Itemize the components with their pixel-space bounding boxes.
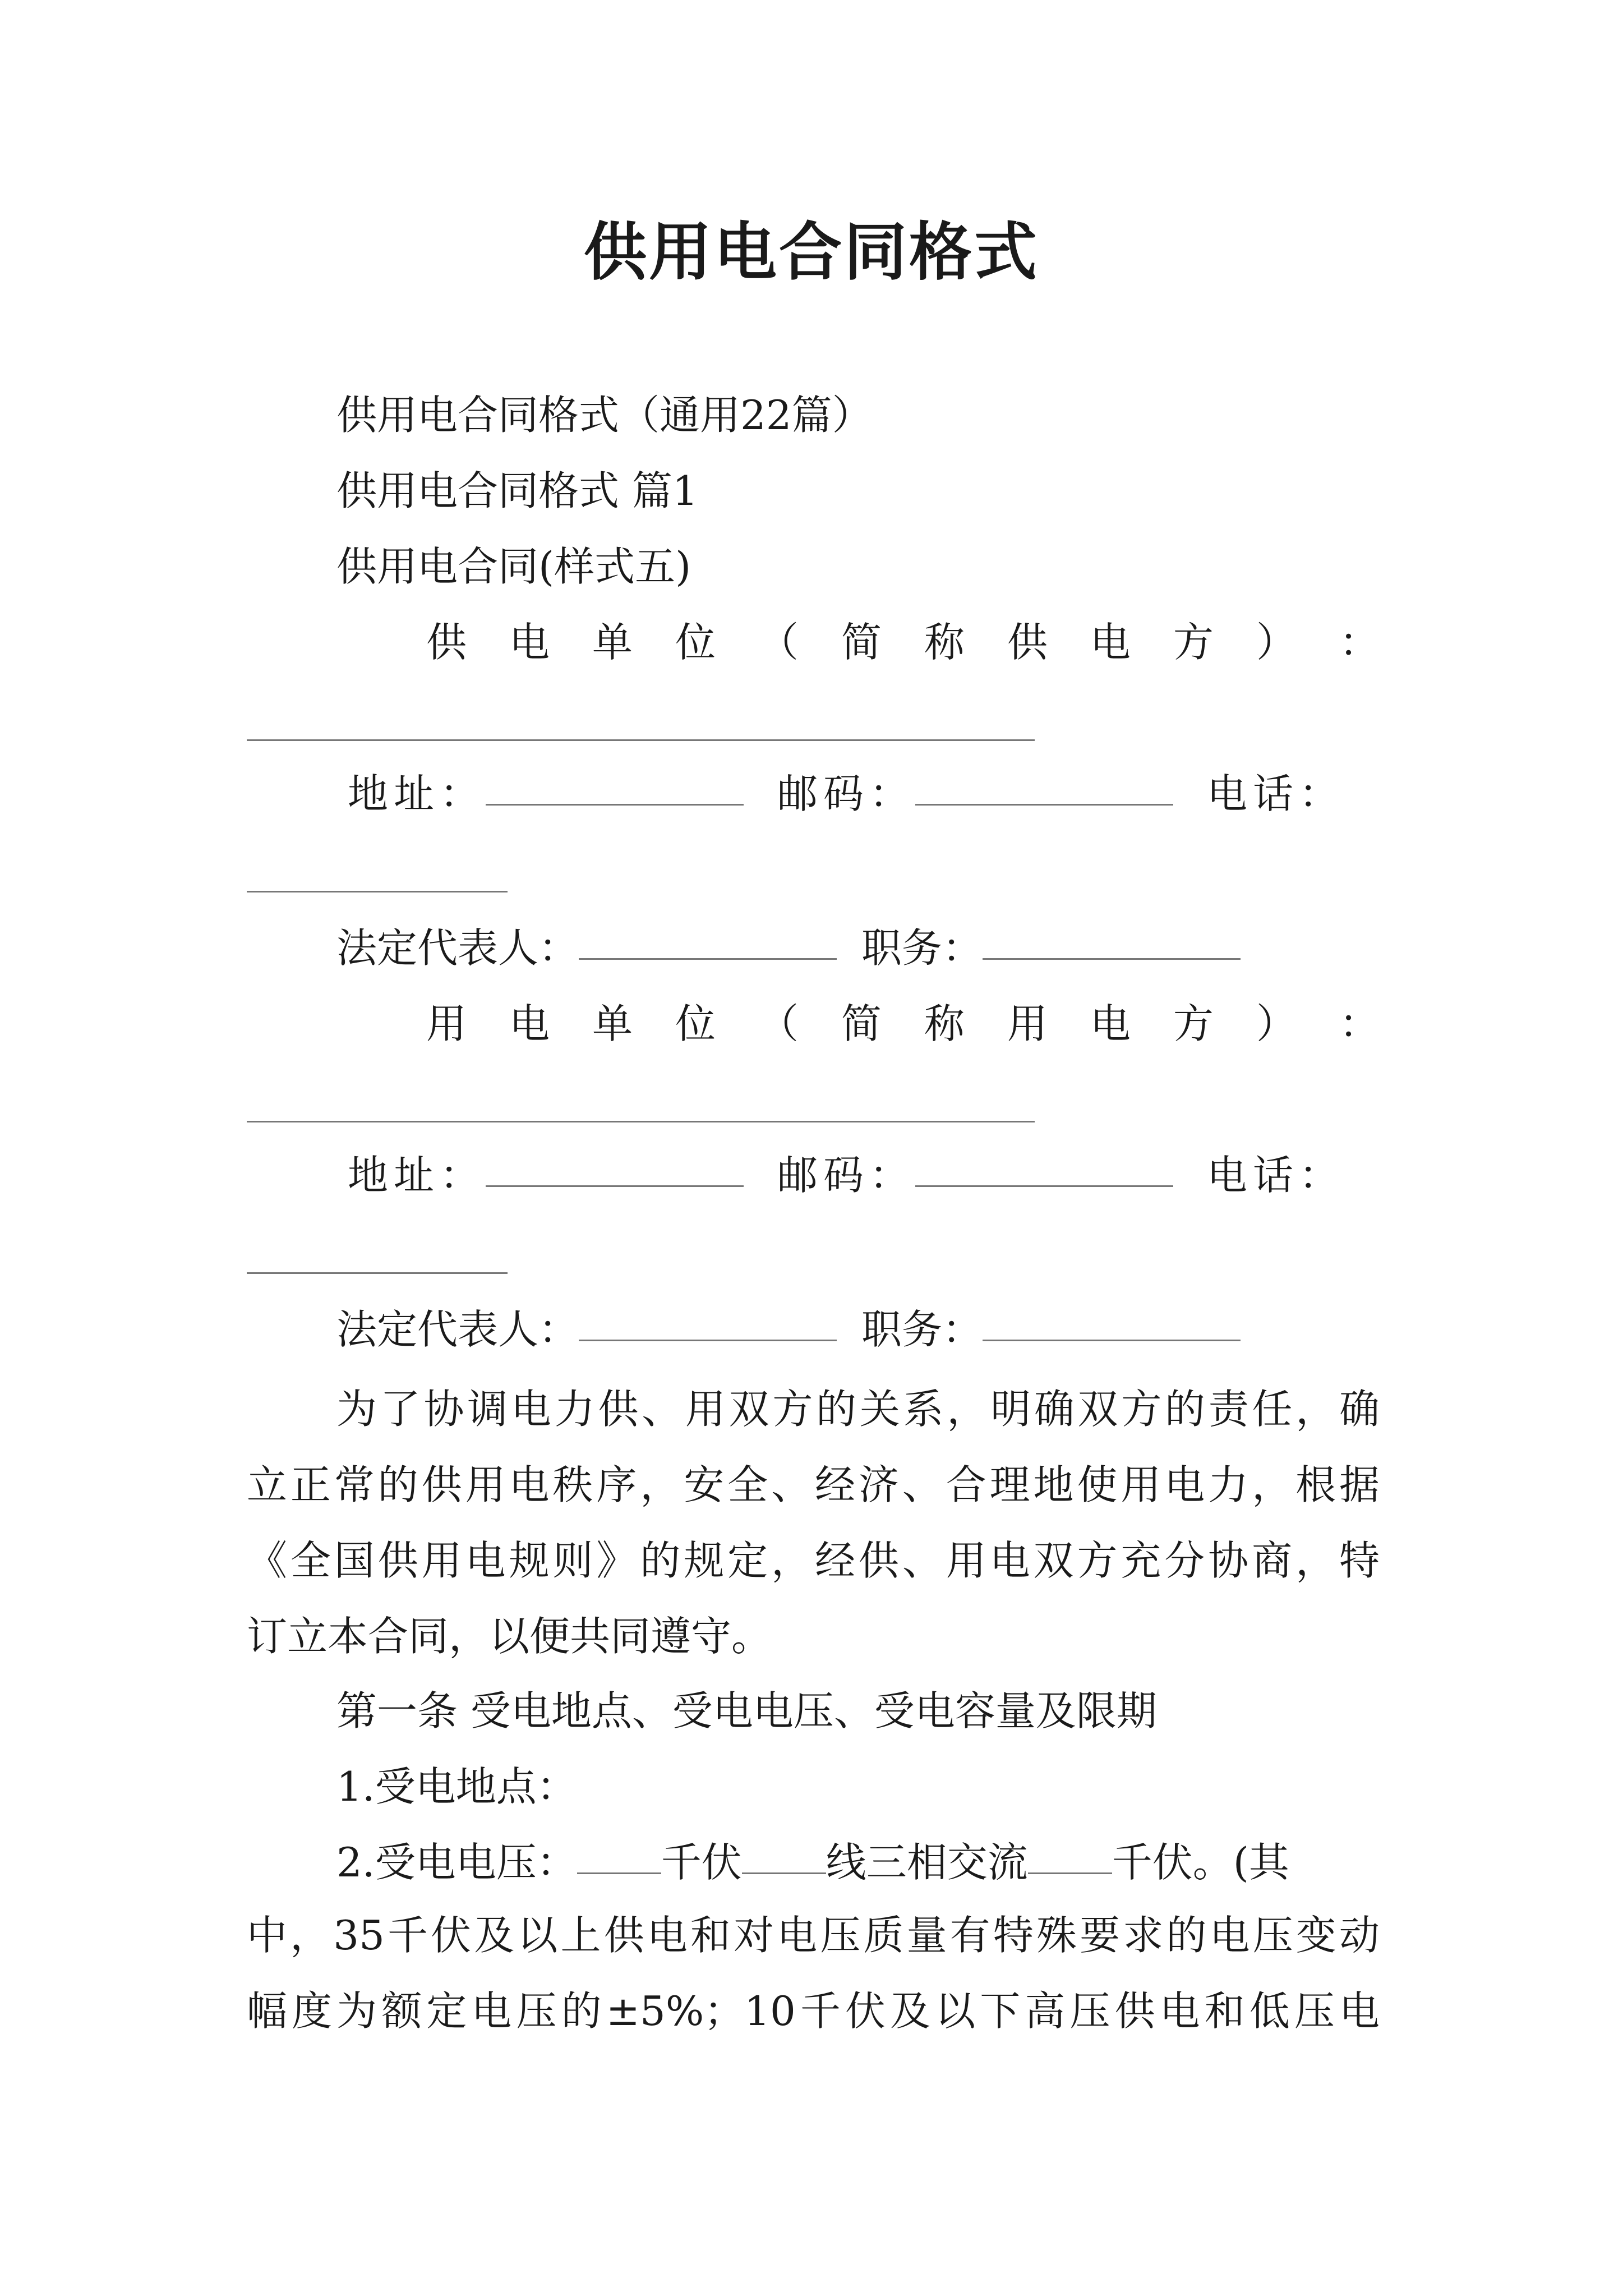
char: 电 [509,619,550,666]
address-blank [486,804,744,806]
postcode-blank [915,1185,1173,1187]
char: ） [1256,619,1297,666]
phone-label: 电话： [1207,1152,1345,1199]
position-blank [983,1340,1241,1341]
item-text: 线三相交流 [826,1839,1028,1886]
item-label: 2.受电电压： [336,1839,577,1886]
char: 方 [1173,619,1214,666]
paragraph-line: 幅度为额定电压的±5%；10千伏及以下高压供电和低压电 [247,1987,1380,2035]
char: 称 [924,1000,965,1047]
address-label: 地址： [348,770,486,817]
user-unit-label [426,996,1380,1052]
address-blank [486,1185,744,1187]
char: 用 [1007,1000,1048,1047]
user-rep-line [336,1301,1241,1358]
legal-rep-label: 法定代表人： [336,1306,579,1353]
supplier-unit-blank [247,739,1035,741]
phone-label: 电话： [1207,770,1345,817]
paragraph-line: 《全国供用电规则》的规定，经供、用电双方充分协商，特 [247,1537,1380,1584]
voltage-blank [577,1872,661,1874]
list-item [336,1834,1289,1890]
paragraph-line: 立正常的供用电秩序，安全、经济、合理地使用电力，根据 [247,1461,1380,1508]
char: ： [1339,619,1380,666]
char: （ [758,619,799,666]
char: ： [1339,1000,1380,1047]
paragraph-line: 中，35千伏及以上供电和对电压质量有特殊要求的电压变动 [247,1912,1380,1959]
char: 电 [509,1000,550,1047]
char: 单 [592,619,633,666]
position-blank [983,958,1241,960]
char: 电 [1090,619,1131,666]
address-label: 地址： [348,1152,486,1199]
postcode-label: 邮码： [777,770,916,817]
legal-rep-blank [579,958,837,960]
char: 单 [592,1000,633,1047]
position-label: 职务： [861,1306,983,1353]
char: 简 [841,619,882,666]
legal-rep-blank [579,1340,837,1341]
contract-style-line: 供用电合同(样式五) [336,543,691,590]
unit-text: 千伏 [661,1839,742,1886]
char: 位 [675,1000,716,1047]
user-contact-line [348,1147,1345,1203]
position-label: 职务： [861,924,983,972]
paragraph-line: 订立本合同，以便共同遵守。 [247,1613,772,1660]
legal-rep-label: 法定代表人： [336,924,579,972]
document-title: 供用电合同格式 [584,216,1039,289]
postcode-label: 邮码： [777,1152,916,1199]
user-unit-blank [247,1121,1035,1122]
article-heading: 第一条 受电地点、受电电压、受电容量及限期 [336,1687,1157,1734]
char: 供 [1007,619,1048,666]
char: 电 [1090,1000,1131,1047]
voltage-blank-2 [1028,1872,1112,1874]
char: 简 [841,1000,882,1047]
postcode-blank [915,804,1173,806]
item2-paragraph [247,1898,1380,2049]
paragraph-line: 为了协调电力供、用双方的关系，明确双方的责任，确 [336,1386,1380,1433]
supplier-unit-label [426,614,1380,670]
char: 称 [924,619,965,666]
char: （ [758,1000,799,1047]
line-blank [742,1872,826,1874]
char: 用 [426,1000,467,1047]
char: 供 [426,619,467,666]
list-item: 1.受电地点： [336,1763,577,1810]
section-heading: 供用电合同格式 篇1 [336,467,698,514]
supplier-contact-line [348,766,1345,822]
phone-blank [247,1272,508,1274]
item-text: 千伏。(其 [1112,1839,1289,1886]
phone-blank [247,891,508,892]
subtitle-line: 供用电合同格式（通用22篇） [336,392,873,439]
char: 位 [675,619,716,666]
supplier-rep-line [336,920,1241,976]
intro-paragraph [247,1372,1380,1674]
char: ） [1256,1000,1297,1047]
char: 方 [1173,1000,1214,1047]
